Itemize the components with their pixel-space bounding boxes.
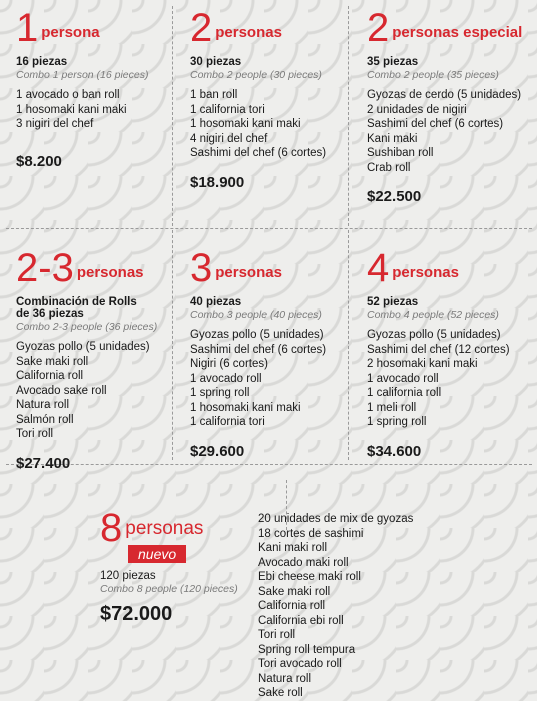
list-item: 4 nigiri del chef [190,132,268,145]
combo-subtitle: Combo 3 people (40 pieces) [190,309,322,321]
list-item: Sake maki roll [258,585,331,598]
combo-2-personas-especial [367,6,533,205]
combo-subtitle: Combo 4 people (52 pieces) [367,309,499,321]
combo-3-personas [190,246,345,460]
combo-price: $72.000 [100,603,173,625]
divider-vertical-1 [172,6,173,226]
list-item: Kani maki roll [258,542,328,554]
list-item: Gyozas pollo (5 unidades) [16,341,150,353]
combo-label: personas [215,24,282,41]
list-item: 1 meli roll [367,401,417,414]
list-item: Salmón roll [16,413,74,426]
combo-subtitle: Combo 2 people (30 pieces) [190,69,322,81]
combo-2-3-personas [16,246,166,472]
combo-4-personas [367,246,533,460]
new-badge: nuevo [128,545,186,563]
combo-pieces: 52 piezas [367,296,419,308]
list-item: 1 hosomaki kani maki [190,118,301,130]
combo-label: personas [215,264,282,281]
combo-subtitle: Combo 1 person (16 pieces) [16,69,149,81]
list-item: Ebi cheese maki roll [258,571,361,583]
combo-heading [100,506,260,550]
combo-heading [16,6,166,50]
list-item: Natura roll [16,399,70,411]
combo-pieces: 16 piezas [16,56,68,68]
combo-items [367,328,533,430]
list-item: 1 california tori [190,416,265,428]
combo-count: 8 [100,506,123,550]
list-item: Sashimi del chef (6 cortes) [190,147,327,159]
combo-price: $8.200 [16,152,62,170]
combo-items [16,340,166,442]
combo-items [16,88,166,132]
combo-heading [367,6,533,50]
divider-horizontal-1 [6,228,532,229]
divider-vertical-4 [348,230,349,460]
combo-count: 2 [190,6,213,50]
list-item: 1 avocado o ban roll [16,89,120,101]
list-item: 1 hosomaki kani maki [190,401,301,414]
list-item: 1 avocado roll [367,372,439,385]
combo-count: 4 [367,246,390,290]
list-item: 2 unidades de nigiri [367,103,467,116]
combo-count: 1 [16,6,39,50]
combo-8-personas [100,506,260,626]
list-item: Avocado sake roll [16,384,107,397]
combo-items [190,88,345,161]
list-item: 1 hosomaki kani maki [16,103,127,116]
combo-pieces: 35 piezas [367,56,419,68]
list-item: California roll [16,370,84,382]
list-item: Tori avocado roll [258,658,342,670]
combo-subtitle: Combo 2 people (35 pieces) [367,69,499,81]
combo-items [190,328,345,430]
list-item: Gyozas pollo (5 unidades) [367,329,501,341]
combo-1-persona [16,6,166,170]
combo-heading [190,6,345,50]
list-item: 1 avocado roll [190,372,262,385]
list-item: 20 unidades de mix de gyozas [258,513,414,525]
list-item: Sashimi del chef (6 cortes) [367,118,504,130]
combo-heading [367,246,533,290]
combo-pieces: 120 piezas [100,570,156,582]
combo-price: $29.600 [190,442,245,460]
list-item: Tori roll [16,428,54,440]
combo-subtitle: Combo 2-3 people (36 pieces) [16,321,158,333]
list-item: Gyozas de cerdo (5 unidades) [367,89,522,101]
combo-pieces: Combinación de Rolls de 36 piezas [16,296,137,320]
combo-heading [190,246,345,290]
list-item: 3 nigiri del chef [16,118,94,130]
divider-vertical-3 [172,230,173,460]
list-item: 1 spring roll [190,387,250,399]
combo-subtitle: Combo 8 people (120 pieces) [100,583,238,595]
list-item: 18 cortes de sashimi [258,527,364,540]
list-item: Sashimi del chef (12 cortes) [367,343,510,356]
list-item: Crab roll [367,161,411,174]
combo-count: 3 [190,246,213,290]
list-item: 1 spring roll [367,416,427,428]
combo-label: personas [76,264,144,281]
list-item: 2 hosomaki kani maki [367,358,478,370]
combo-price: $18.900 [190,173,245,191]
combo-items [367,88,533,175]
combo-count: 2 [367,6,390,50]
combo-2-personas [190,6,345,191]
combo-label: personas [125,518,204,539]
divider-vertical-2 [348,6,349,226]
list-item: 1 ban roll [190,89,238,101]
list-item: 1 california roll [367,387,442,399]
combo-label: persona [41,24,100,41]
list-item: 1 california tori [190,103,265,116]
combo-label: personas [392,264,459,281]
list-item: California ebi roll [258,614,344,627]
list-item: Gyozas pollo (5 unidades) [190,329,324,341]
list-item: Sushiban roll [367,147,434,159]
list-item: Avocado maki roll [258,556,349,569]
list-item: Nigiri (6 cortes) [190,358,268,370]
combo-price: $34.600 [367,442,422,460]
list-item: Sashimi del chef (6 cortes) [190,343,327,356]
combo-price: $22.500 [367,188,422,205]
list-item: California roll [258,600,326,612]
list-item: Spring roll tempura [258,643,356,656]
combo-label: personas especial [392,24,523,41]
combo-count: 2-3 [16,246,74,290]
combo-8-items [258,512,528,701]
combo-price: $27.400 [16,454,71,472]
list-item: Tori roll [258,629,296,641]
combo-pieces: 40 piezas [190,296,242,308]
list-item: Sake maki roll [16,355,89,368]
combo-pieces: 30 piezas [190,56,242,68]
list-item: Sake roll [258,687,303,699]
list-item: Natura roll [258,672,312,685]
combo-heading [16,246,166,290]
list-item: Kani maki [367,132,418,145]
